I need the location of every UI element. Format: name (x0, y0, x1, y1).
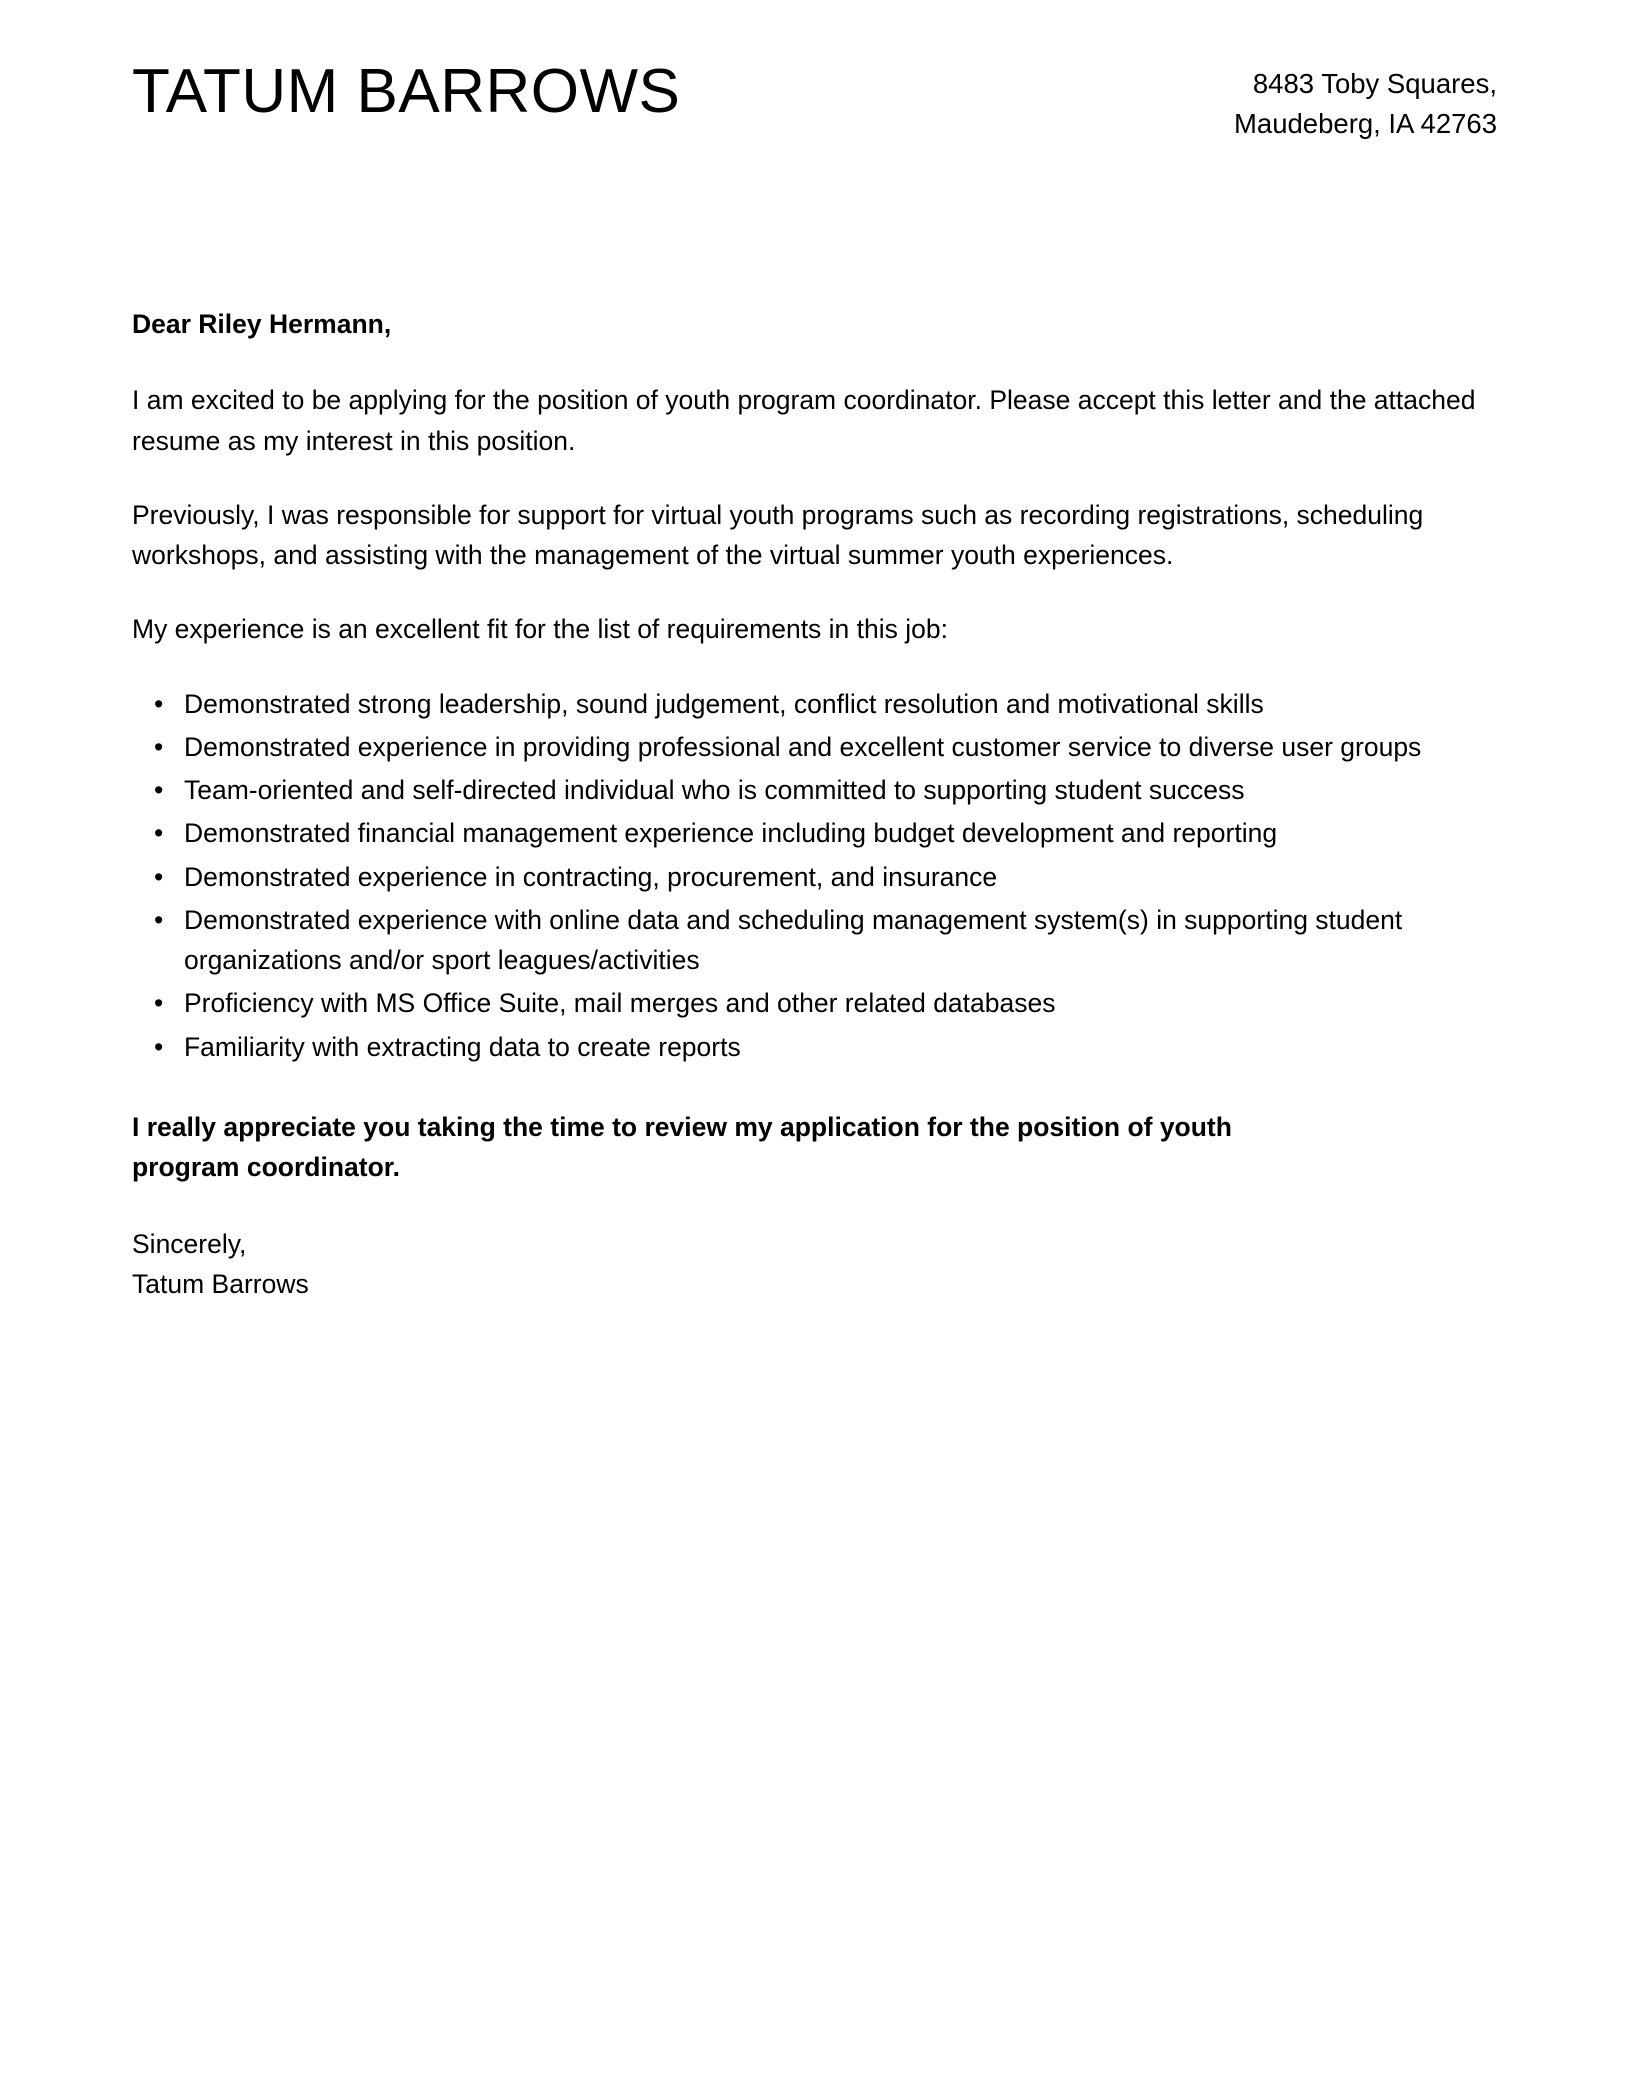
salutation: Dear Riley Hermann, (132, 309, 392, 339)
closing-statement: I really appreciate you taking the time to review my application for the position of youth program coordinator. (132, 1111, 1232, 1183)
letter-header (132, 0, 1497, 176)
body-paragraph-2: Previously, I was responsible for support for virtual youth programs such as recording registrations, scheduling workshops, and assisting with the management of the virtual summer youth experiences. (132, 499, 1424, 571)
list-item: • Demonstrated experience in contracting, procurement, and insurance (132, 857, 1497, 897)
body-paragraph-1: I am excited to be applying for the position of youth program coordinator. Please accept this letter and the attached resume as my interest in this position. (132, 385, 1476, 456)
list-item: • Team-oriented and self-directed individual who is committed to supporting student success (132, 770, 1497, 810)
list-item: • Demonstrated experience in providing professional and excellent customer service to diverse user groups (132, 727, 1497, 767)
page-title: TATUM BARROWS (132, 57, 681, 126)
list-item: • Demonstrated strong leadership, sound judgement, conflict resolution and motivational skills (132, 684, 1497, 724)
valediction: Sincerely, (132, 1228, 247, 1259)
requirements-lead-in: My experience is an excellent fit for the list of requirements in this job: (132, 614, 948, 645)
list-item: • Familiarity with extracting data to create reports (132, 1027, 1497, 1067)
list-item: • Demonstrated financial management experience including budget development and reporting (132, 813, 1497, 853)
signoff-block (132, 1224, 1497, 1305)
address-line-2: Maudeberg, IA 42763 (1234, 107, 1497, 139)
address-line-1: 8483 Toby Squares, (1252, 68, 1497, 99)
requirements-list (132, 684, 1497, 1067)
letter-content (132, 0, 1497, 1304)
sender-address-block (1234, 56, 1497, 144)
list-item: • Proficiency with MS Office Suite, mail merges and other related databases (132, 983, 1497, 1023)
sender-name: Tatum Barrows (132, 1268, 309, 1299)
letter-body (132, 304, 1497, 1304)
list-item: • Demonstrated experience with online data and scheduling management system(s) in supporting student organizations and/or sport leagues/activities (132, 900, 1497, 981)
